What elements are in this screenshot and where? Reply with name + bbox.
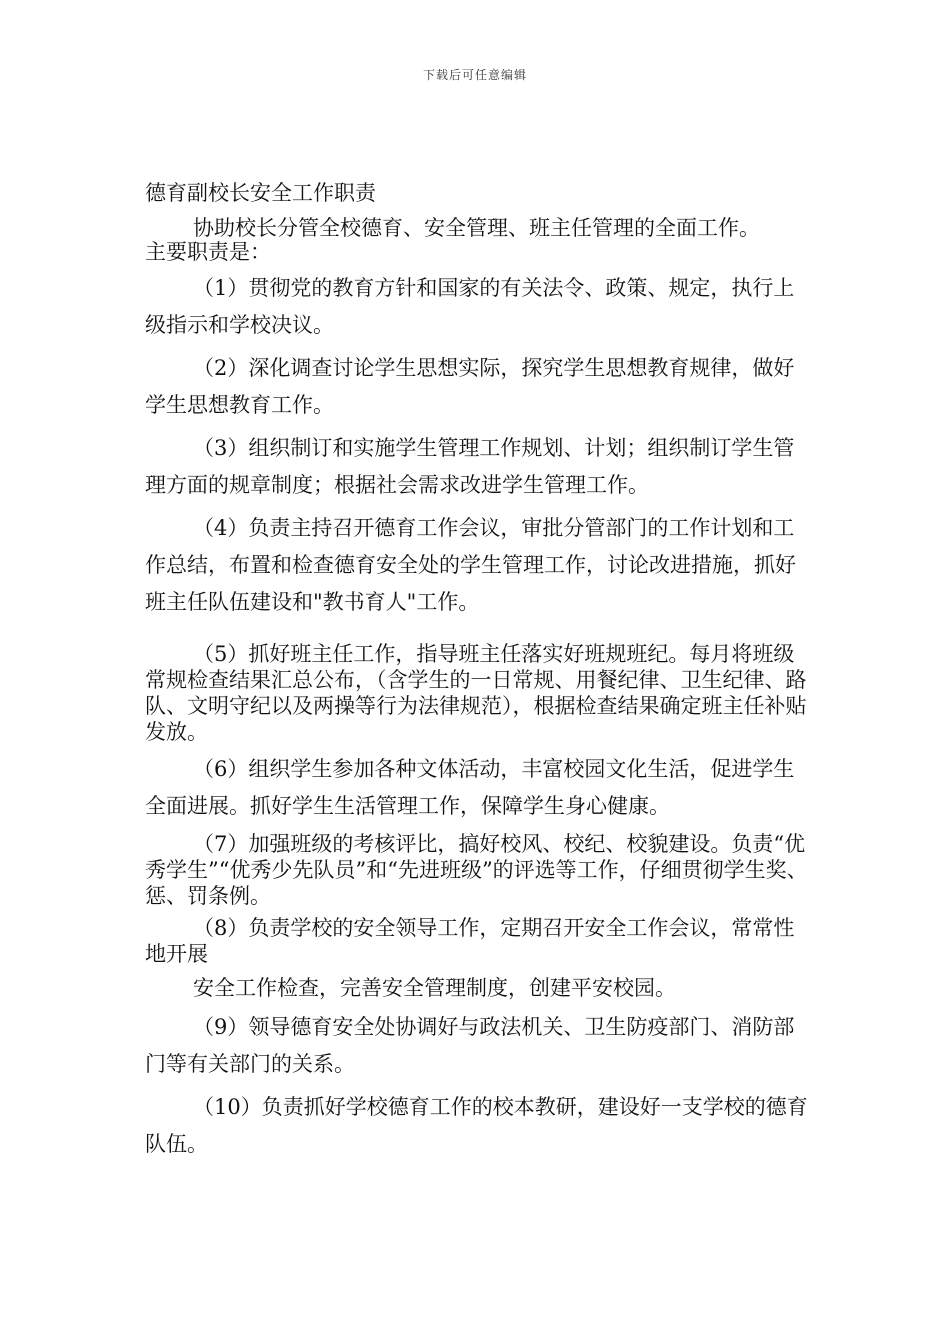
duty-item-8-continuation: 安全工作检查，完善安全管理制度，创建平安校园。 bbox=[193, 976, 676, 1000]
document-body bbox=[145, 178, 810, 1169]
intro-subheading: 主要职责是： bbox=[145, 240, 271, 264]
duty-item-6: （6）组织学生参加各种文体活动，丰富校园文化生活，促进学生全面进展。抓好学生生活管理工作，保障学生身心健康。 bbox=[145, 757, 795, 818]
duty-item-10: （10）负责抓好学校德育工作的校本教研，建设好一支学校的德育队伍。 bbox=[145, 1095, 808, 1156]
duty-item-5: （5）抓好班主任工作，指导班主任落实好班规班纪。每月将班级常规检查结果汇总公布，（含学生的一日常规、用餐纪律、卫生纪律、路队、文明守纪以及两操等行为法律规范），根据检查结果确定班主任补贴发放。 bbox=[145, 642, 807, 744]
duty-item-3: （3）组织制订和实施学生管理工作规划、计划；组织制订学生管理方面的规章制度；根据社会需求改进学生管理工作。 bbox=[145, 436, 795, 497]
duty-item-4: （4）负责主持召开德育工作会议，审批分管部门的工作计划和工作总结，布置和检查德育安全处的学生管理工作，讨论改进措施，抓好班主任队伍建设和"教书育人"工作。 bbox=[145, 516, 796, 614]
page-header-note: 下载后可任意编辑 bbox=[422, 68, 527, 82]
duty-item-1: （1）贯彻党的教育方针和国家的有关法令、政策、规定，执行上级指示和学校决议。 bbox=[145, 276, 795, 337]
document-title: 德育副校长安全工作职责 bbox=[145, 181, 376, 205]
duty-item-8: （8）负责学校的安全领导工作，定期召开安全工作会议，常常性地开展 bbox=[145, 916, 795, 966]
intro-paragraph: 协助校长分管全校德育、安全管理、班主任管理的全面工作。 bbox=[193, 216, 760, 240]
paragraph-gap bbox=[145, 627, 810, 641]
duty-item-2: （2）深化调查讨论学生思想实际，探究学生思想教育规律，做好学生思想教育工作。 bbox=[145, 356, 795, 417]
duty-item-7: （7）加强班级的考核评比，搞好校风、校纪、校貌建设。负责“优秀学生”“优秀少先队员”和“先进班级”的评选等工作，仔细贯彻学生奖、惩、罚条例。 bbox=[145, 832, 808, 908]
duty-item-9: （9）领导德育安全处协调好与政法机关、卫生防疫部门、消防部门等有关部门的关系。 bbox=[145, 1015, 795, 1076]
